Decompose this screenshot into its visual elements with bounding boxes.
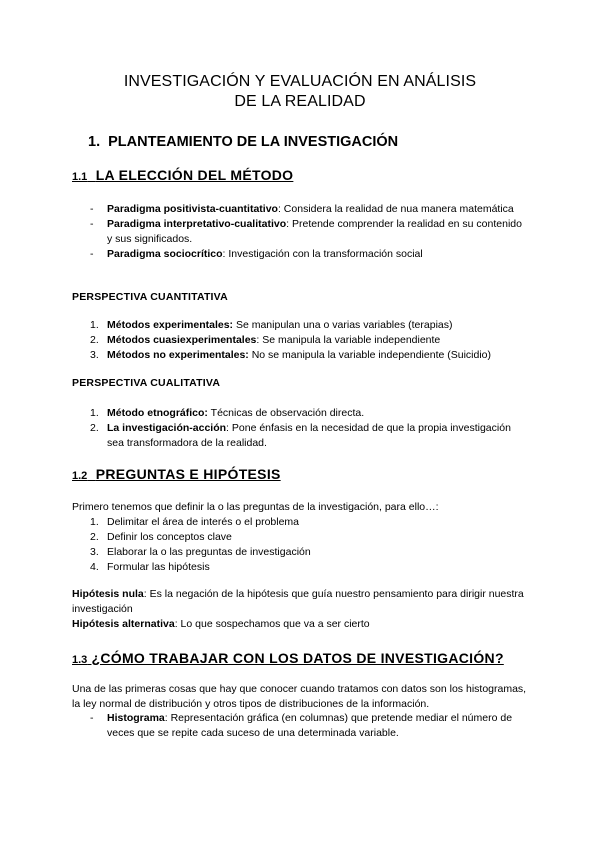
list-item: - Histograma: Representación gráfica (en columnas) que pretende mediar el número de veces que se repite cada suceso de una determinada variable.: [90, 712, 513, 739]
section-1-3-title: ¿CÓMO TRABAJAR CON LOS DATOS DE INVESTIGACIÓN?: [91, 650, 504, 666]
title-line-2: DE LA REALIDAD: [234, 93, 366, 110]
section-1-2-title: PREGUNTAS E HIPÓTESIS: [95, 466, 281, 482]
list-item: 3. Elaborar la o las preguntas de investigación: [90, 546, 311, 558]
document-title: [0, 72, 600, 112]
paradigm-term: Paradigma positivista-cuantitativo: [107, 203, 278, 215]
section-1-1-title: LA ELECCIÓN DEL MÉTODO: [95, 167, 294, 183]
paradigm-list: [90, 202, 530, 262]
qualitative-methods-list: [90, 406, 530, 451]
list-item: 3. Métodos no experimentales: No se manipula la variable independiente (Suicidio): [90, 349, 492, 361]
section-1-1-number: 1.1: [72, 171, 88, 183]
section-1-heading: [88, 134, 398, 150]
list-item: 1. Métodos experimentales: Se manipulan una o varias variables (terapias): [90, 319, 453, 331]
list-item: 2. Métodos cuasiexperimentales: Se manipula la variable independiente: [90, 334, 441, 346]
null-hypothesis: Hipótesis nula: Es la negación de la hipótesis que guía nuestro pensamiento para dirigir nuestra investigación: [72, 588, 524, 615]
alternative-hypothesis: Hipótesis alternativa: Lo que sospechamos que va a ser cierto: [72, 618, 370, 630]
list-item: 4. Formular las hipótesis: [90, 561, 210, 573]
list-item: 1. Método etnográfico: Técnicas de observación directa.: [90, 407, 365, 419]
list-item: 1. Delimitar el área de interés o el problema: [90, 516, 300, 528]
list-item: - Paradigma interpretativo-cualitativo: Pretende comprender la realidad en su contenido y sus significados.: [90, 218, 522, 245]
questions-intro: Primero tenemos que definir la o las preguntas de la investigación, para ello…:: [72, 501, 439, 513]
section-1-2-heading: [72, 466, 281, 482]
list-item: 2. Definir los conceptos clave: [90, 531, 232, 543]
title-line-1: INVESTIGACIÓN Y EVALUACIÓN EN ANÁLISIS: [123, 73, 477, 90]
quantitative-heading: PERSPECTIVA CUANTITATIVA: [72, 291, 228, 303]
section-1-1-heading: [72, 167, 293, 183]
list-item: 2. La investigación-acción: Pone énfasis en la necesidad de que la propia investigación sea transformadora de la realidad.: [90, 422, 511, 449]
section-1-2-number: 1.2: [72, 470, 88, 482]
list-item: - Paradigma positivista-cuantitativo: Considera la realidad de nua manera matemática: [90, 203, 514, 215]
section-1-3-number: 1.3: [72, 654, 88, 666]
data-intro: Una de las primeras cosas que hay que conocer cuando tratamos con datos son los histogramas, la ley normal de distribución y otros tipos de distribuciones de la información.: [72, 683, 527, 710]
section-1-title: PLANTEAMIENTO DE LA INVESTIGACIÓN: [108, 134, 399, 150]
paradigm-term: Paradigma sociocrítico: [107, 248, 223, 260]
list-item: - Paradigma sociocrítico: Investigación con la transformación social: [90, 248, 423, 260]
section-1-3-heading: [72, 650, 504, 666]
qualitative-heading: PERSPECTIVA CUALITATIVA: [72, 377, 221, 389]
question-steps-list: [90, 515, 530, 575]
paradigm-term: Paradigma interpretativo-cualitativo: [107, 218, 287, 230]
quantitative-methods-list: [90, 318, 530, 363]
section-1-number: 1.: [88, 134, 101, 150]
data-terms-list: [90, 711, 530, 741]
